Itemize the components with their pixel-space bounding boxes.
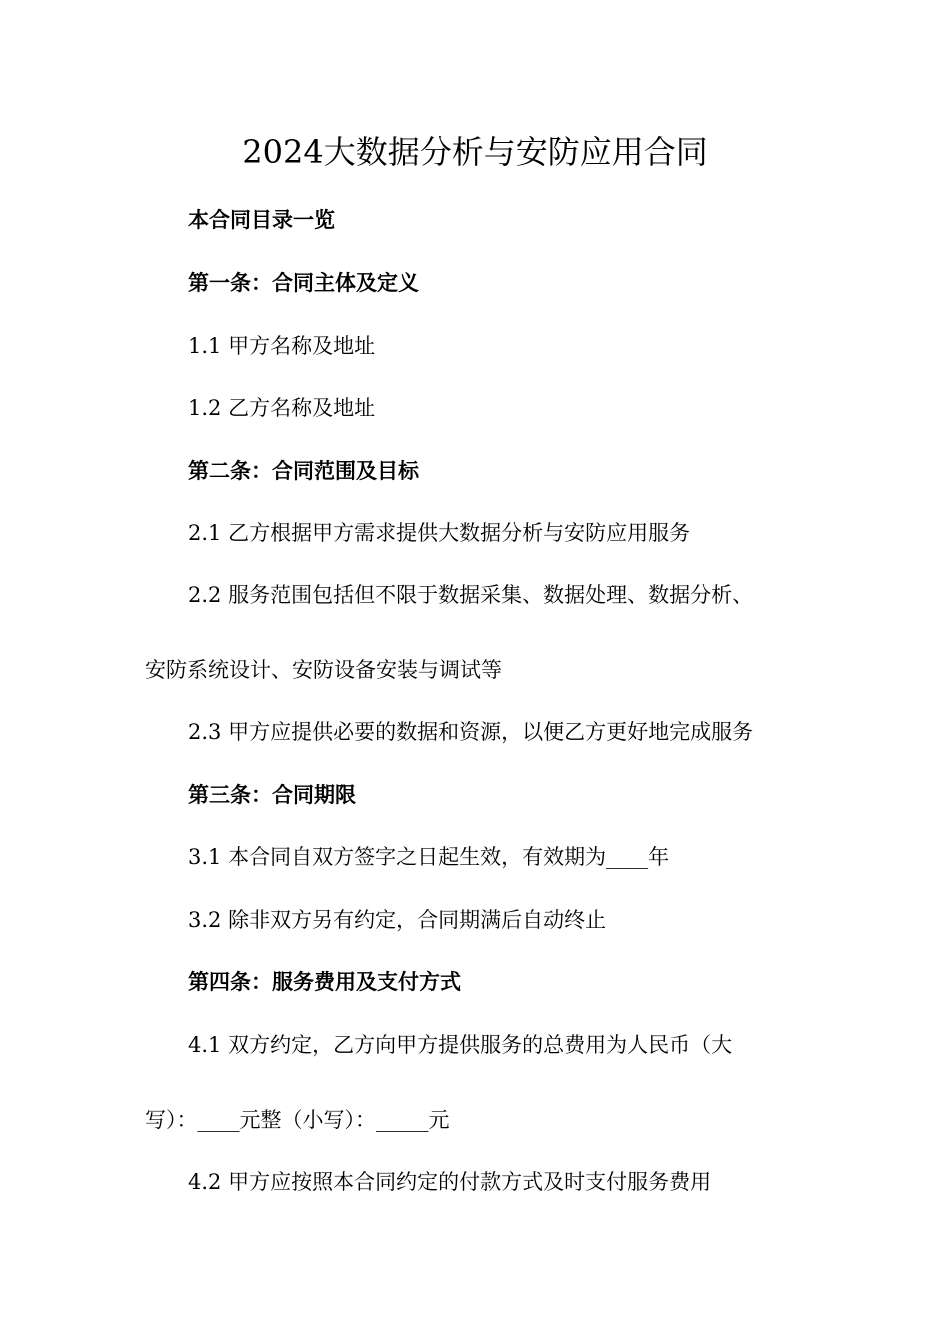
- article-2-heading: 第二条：合同范围及目标: [188, 459, 419, 483]
- clause-3-1: 3.1 本合同自双方签字之日起生效，有效期为____年: [188, 845, 670, 869]
- clause-2-2-continued: 安防系统设计、安防设备安装与调试等: [145, 658, 502, 682]
- toc-heading: 本合同目录一览: [188, 208, 335, 232]
- clause-3-2: 3.2 除非双方另有约定，合同期满后自动终止: [188, 908, 607, 932]
- article-1-heading: 第一条：合同主体及定义: [188, 271, 419, 295]
- clause-4-2: 4.2 甲方应按照本合同约定的付款方式及时支付服务费用: [188, 1170, 712, 1194]
- clause-4-1-continued: 写）：____元整（小写）：_____元: [145, 1108, 450, 1132]
- article-4-heading: 第四条：服务费用及支付方式: [188, 970, 461, 994]
- article-3-heading: 第三条：合同期限: [188, 783, 356, 807]
- clause-2-3: 2.3 甲方应提供必要的数据和资源，以便乙方更好地完成服务: [188, 720, 754, 744]
- clause-1-1: 1.1 甲方名称及地址: [188, 334, 376, 358]
- clause-2-1: 2.1 乙方根据甲方需求提供大数据分析与安防应用服务: [188, 521, 691, 545]
- clause-2-2: 2.2 服务范围包括但不限于数据采集、数据处理、数据分析、: [188, 583, 754, 607]
- clause-1-2: 1.2 乙方名称及地址: [188, 396, 376, 420]
- document-title: 2024大数据分析与安防应用合同: [242, 133, 708, 171]
- clause-4-1: 4.1 双方约定，乙方向甲方提供服务的总费用为人民币（大: [188, 1033, 733, 1057]
